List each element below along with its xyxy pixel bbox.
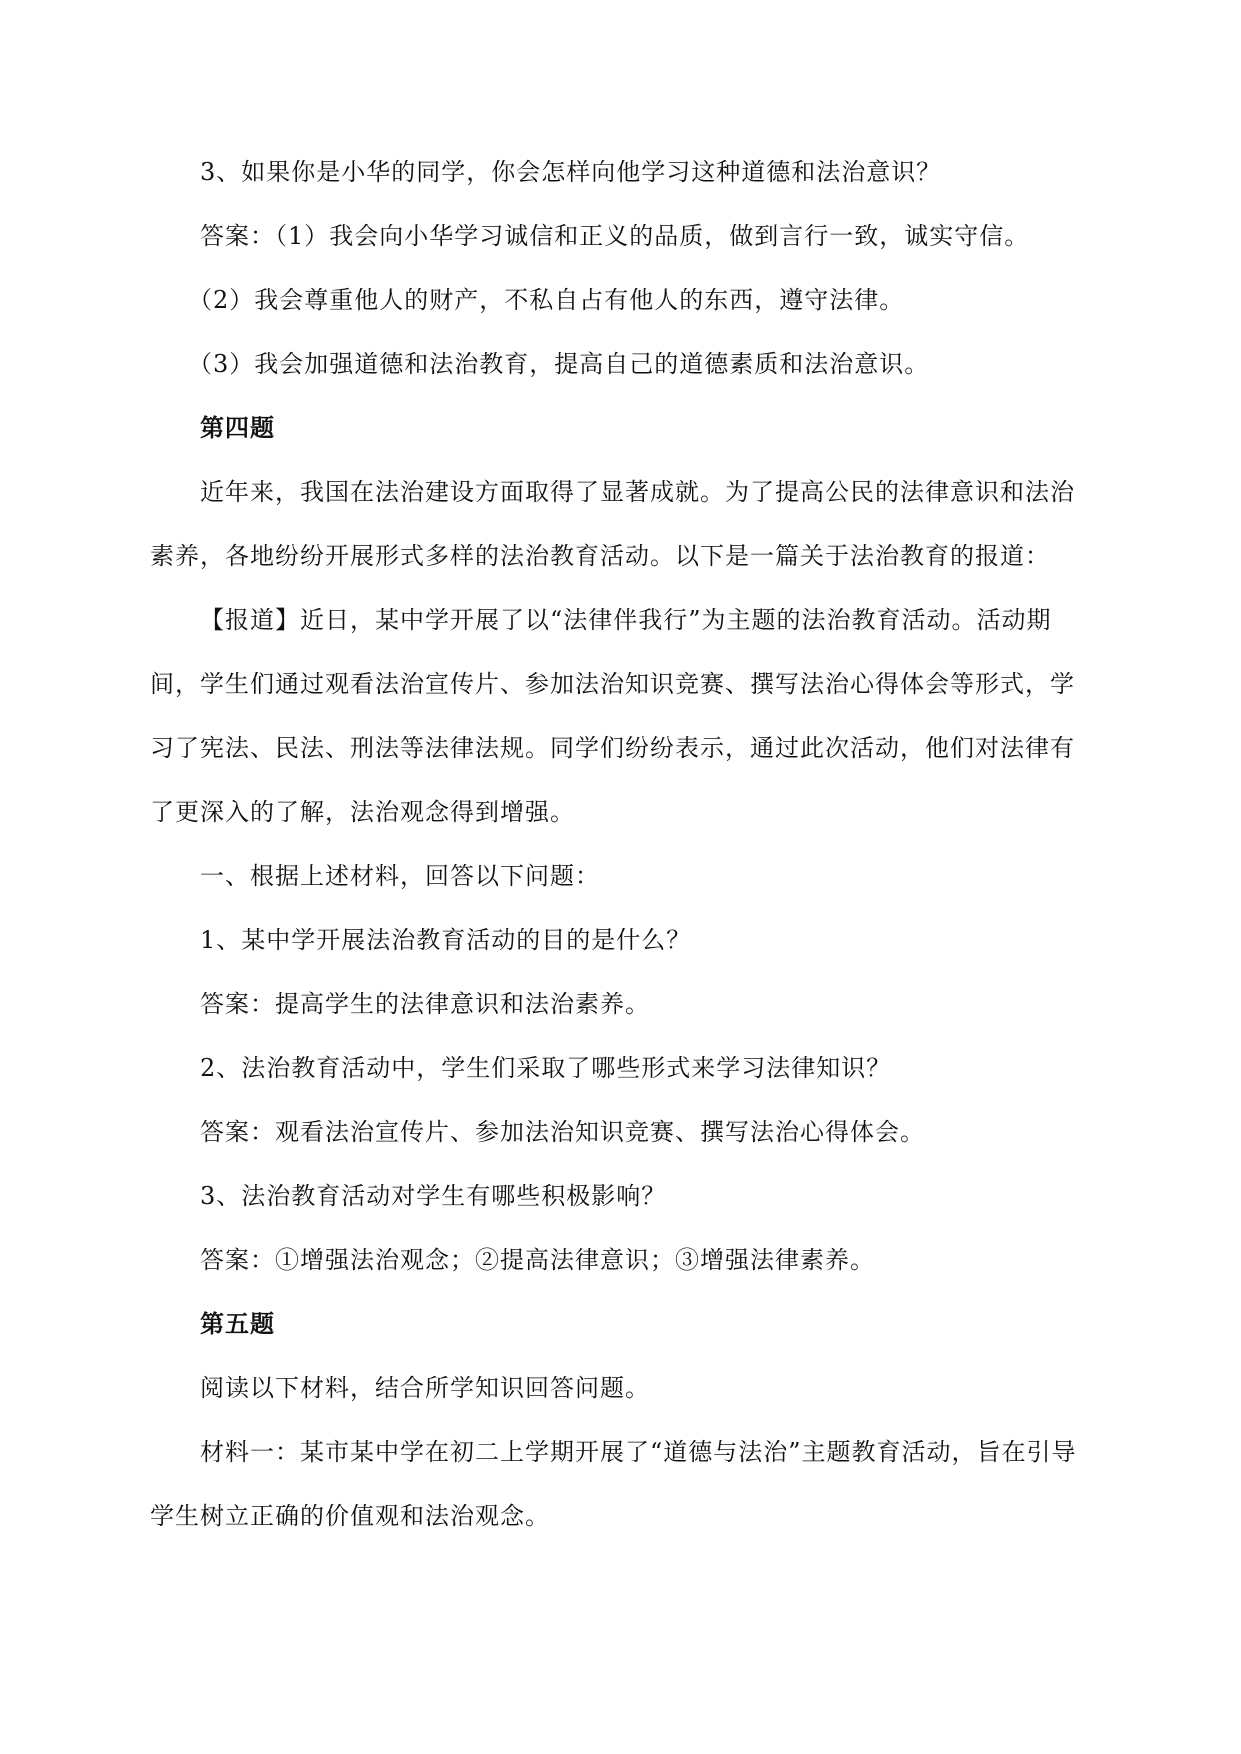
q4-answer-3: 答案：①增强法治观念；②提高法律意识；③增强法律素养。 — [200, 1246, 875, 1274]
section-heading-q5: 第五题 — [200, 1309, 275, 1338]
question-3: 3、如果你是小华的同学，你会怎样向他学习这种道德和法治意识？ — [200, 158, 942, 186]
q4-prompt: 一、根据上述材料，回答以下问题： — [200, 862, 600, 890]
q4-question-1: 1、某中学开展法治教育活动的目的是什么？ — [200, 926, 692, 954]
q4-answer-1: 答案：提高学生的法律意识和法治素养。 — [200, 990, 650, 1018]
q5-intro: 阅读以下材料，结合所学知识回答问题。 — [200, 1374, 650, 1402]
document-page — [150, 140, 1095, 1548]
answer-3-part-3: （3）我会加强道德和法治教育，提高自己的道德素质和法治意识。 — [188, 350, 930, 378]
q4-question-2: 2、法治教育活动中，学生们采取了哪些形式来学习法律知识？ — [200, 1054, 892, 1082]
q5-material-1: 材料一：某市某中学在初二上学期开展了“道德与法治”主题教育活动，旨在引导学生树立正确的价值观和法治观念。 — [150, 1438, 1077, 1530]
q4-question-3: 3、法治教育活动对学生有哪些积极影响？ — [200, 1182, 667, 1210]
answer-3-part-2: （2）我会尊重他人的财产，不私自占有他人的东西，遵守法律。 — [188, 286, 905, 314]
section-heading-q4: 第四题 — [200, 413, 275, 442]
q4-answer-2: 答案：观看法治宣传片、参加法治知识竞赛、撰写法治心得体会。 — [200, 1118, 925, 1146]
answer-3-part-1: 答案：（1）我会向小华学习诚信和正义的品质，做到言行一致，诚实守信。 — [200, 222, 1030, 250]
q4-intro: 近年来，我国在法治建设方面取得了显著成就。为了提高公民的法律意识和法治素养，各地纷纷开展形式多样的法治教育活动。以下是一篇关于法治教育的报道： — [150, 478, 1075, 570]
q4-report: 【报道】近日，某中学开展了以“法律伴我行”为主题的法治教育活动。活动期间，学生们通过观看法治宣传片、参加法治知识竞赛、撰写法治心得体会等形式，学习了宪法、民法、刑法等法律法规。同学们纷纷表示，通过此次活动，他们对法律有了更深入的了解，法治观念得到增强。 — [150, 606, 1075, 826]
